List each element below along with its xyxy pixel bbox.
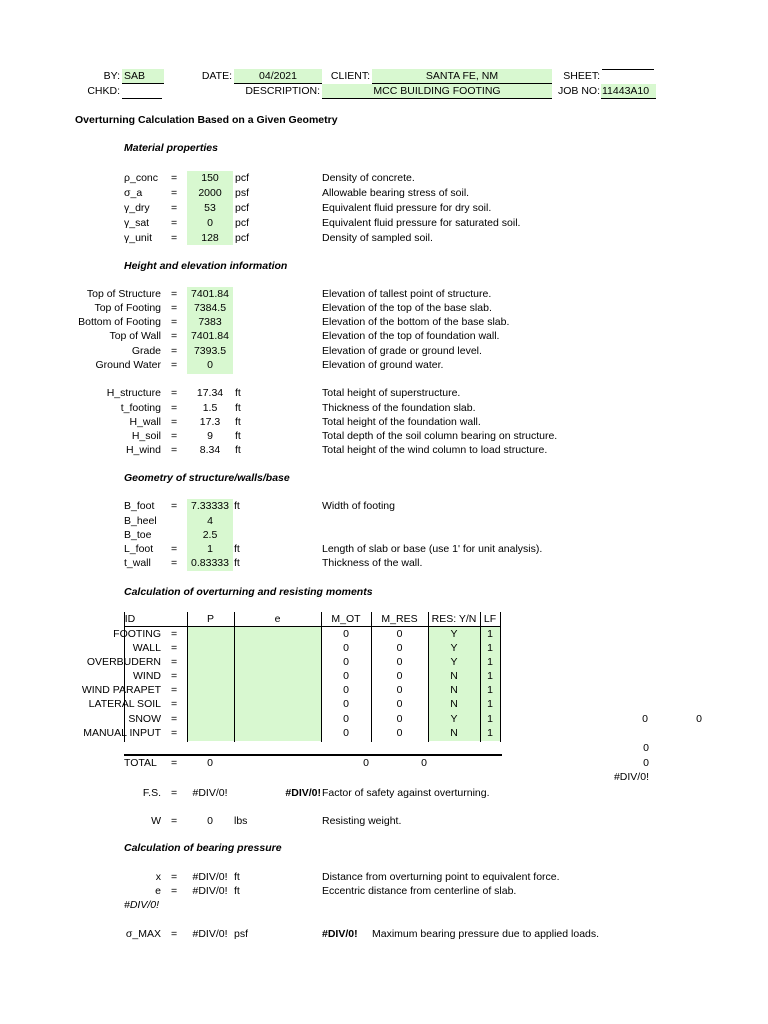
height-description: Total height of the foundation wall. bbox=[322, 416, 481, 428]
row-m-res: 0 bbox=[396, 684, 403, 696]
equals-sign: = bbox=[171, 500, 178, 512]
equals-sign: = bbox=[171, 557, 178, 569]
height-unit: ft bbox=[235, 416, 241, 428]
material-symbol: γ_sat bbox=[124, 217, 150, 229]
height-description: Total height of superstructure. bbox=[322, 387, 461, 399]
elevation-value[interactable]: 7384.5 bbox=[193, 302, 227, 314]
chkd-label: CHKD: bbox=[87, 85, 120, 97]
material-unit: pcf bbox=[235, 217, 250, 229]
geometry-description: Width of footing bbox=[322, 500, 395, 512]
elevation-description: Elevation of ground water. bbox=[322, 359, 444, 371]
equals-sign: = bbox=[171, 444, 178, 456]
material-description: Density of concrete. bbox=[322, 172, 415, 184]
bearing-description: Distance from overturning point to equivalent force. bbox=[322, 871, 560, 883]
page-title: Overturning Calculation Based on a Given Geometry bbox=[75, 114, 338, 126]
job-no-value[interactable]: 11443A10 bbox=[601, 84, 656, 99]
by-value[interactable]: SAB bbox=[122, 69, 164, 84]
fs-value: #DIV/0! bbox=[192, 787, 228, 799]
fs-description: Factor of safety against overturning. bbox=[322, 787, 490, 799]
equals-sign: = bbox=[171, 815, 178, 827]
row-id: MANUAL INPUT bbox=[83, 727, 161, 739]
row-lf[interactable]: 1 bbox=[487, 727, 493, 739]
geometry-symbol: B_foot bbox=[124, 500, 155, 512]
height-value: 9 bbox=[207, 430, 213, 442]
equals-sign: = bbox=[171, 430, 178, 442]
height-symbol: H_soil bbox=[131, 430, 161, 442]
bearing-symbol: e bbox=[155, 885, 161, 897]
material-unit: pcf bbox=[235, 202, 250, 214]
total-m-res: 0 bbox=[421, 757, 427, 769]
side-value: 0 bbox=[696, 713, 702, 725]
equals-sign: = bbox=[171, 330, 178, 342]
geometry-heading: Geometry of structure/walls/base bbox=[124, 472, 290, 484]
material-symbol: ρ_conc bbox=[124, 172, 158, 184]
side-value: 0 bbox=[643, 757, 649, 769]
elevation-description: Elevation of the top of the base slab. bbox=[322, 302, 492, 314]
row-m-ot: 0 bbox=[343, 727, 349, 739]
equals-sign: = bbox=[171, 656, 178, 668]
elevation-value[interactable]: 7383 bbox=[198, 316, 222, 328]
total-m-ot: 0 bbox=[363, 757, 369, 769]
equals-sign: = bbox=[171, 359, 178, 371]
material-unit: pcf bbox=[235, 232, 250, 244]
side-value: 0 bbox=[642, 713, 648, 725]
date-label: DATE: bbox=[201, 70, 232, 82]
material-unit: psf bbox=[235, 187, 250, 199]
row-lf[interactable]: 1 bbox=[487, 713, 493, 725]
material-value[interactable]: 150 bbox=[201, 172, 219, 184]
sigma-max-value: #DIV/0! bbox=[192, 928, 228, 940]
equals-sign: = bbox=[171, 232, 178, 244]
height-symbol: t_footing bbox=[120, 402, 161, 414]
total-label: TOTAL bbox=[124, 757, 157, 769]
height-value: 8.34 bbox=[199, 444, 221, 456]
elevation-heading: Height and elevation information bbox=[124, 260, 288, 272]
equals-sign: = bbox=[171, 684, 178, 696]
column-header-id: ID bbox=[124, 613, 136, 625]
row-id: LATERAL SOIL bbox=[88, 698, 161, 710]
description-label: DESCRIPTION: bbox=[245, 85, 320, 97]
equals-sign: = bbox=[171, 316, 178, 328]
material-description: Density of sampled soil. bbox=[322, 232, 433, 244]
equals-sign: = bbox=[171, 402, 178, 414]
equals-sign: = bbox=[171, 416, 178, 428]
elevation-value[interactable]: 7401.84 bbox=[191, 330, 229, 342]
row-m-ot: 0 bbox=[343, 642, 349, 654]
elevation-description: Elevation of grade or ground level. bbox=[322, 345, 482, 357]
geometry-unit: ft bbox=[234, 500, 240, 512]
w-label: W bbox=[151, 815, 161, 827]
material-unit: pcf bbox=[235, 172, 250, 184]
equals-sign: = bbox=[171, 928, 178, 940]
height-value: 1.5 bbox=[202, 402, 218, 414]
by-label: BY: bbox=[103, 70, 120, 82]
height-value: 17.3 bbox=[199, 416, 221, 428]
total-rule bbox=[124, 754, 502, 756]
column-header-res-yn: RES: Y/N bbox=[431, 613, 477, 625]
elevation-description: Elevation of tallest point of structure. bbox=[322, 288, 492, 300]
equals-sign: = bbox=[171, 670, 178, 682]
equals-sign: = bbox=[171, 757, 178, 769]
chkd-value[interactable] bbox=[122, 84, 162, 99]
row-m-res: 0 bbox=[396, 628, 403, 640]
row-m-res: 0 bbox=[396, 670, 403, 682]
height-value: 17.34 bbox=[196, 387, 224, 399]
bearing-unit: ft bbox=[234, 885, 240, 897]
elevation-description: Elevation of the bottom of the base slab. bbox=[322, 316, 510, 328]
row-lf[interactable]: 1 bbox=[487, 642, 493, 654]
equals-sign: = bbox=[171, 387, 178, 399]
material-value[interactable]: 128 bbox=[201, 232, 219, 244]
row-id: OVERBUDERN bbox=[86, 656, 161, 668]
column-header-m-res: M_RES bbox=[381, 613, 418, 625]
row-res-yn[interactable]: N bbox=[450, 727, 458, 739]
geometry-value[interactable]: 7.33333 bbox=[191, 500, 229, 512]
row-lf[interactable]: 1 bbox=[487, 698, 493, 710]
moments-heading: Calculation of overturning and resisting moments bbox=[124, 586, 373, 598]
height-description: Total depth of the soil column bearing on structure. bbox=[322, 430, 558, 442]
w-description: Resisting weight. bbox=[322, 815, 402, 827]
geometry-description: Thickness of the wall. bbox=[322, 557, 423, 569]
column-header-m-ot: M_OT bbox=[331, 613, 361, 625]
row-m-ot: 0 bbox=[343, 713, 349, 725]
equals-sign: = bbox=[171, 302, 178, 314]
w-unit: lbs bbox=[234, 815, 248, 827]
material-value[interactable]: 53 bbox=[204, 202, 216, 214]
row-res-yn[interactable]: N bbox=[450, 698, 458, 710]
column-header-p: P bbox=[206, 613, 214, 625]
total-p: 0 bbox=[207, 757, 213, 769]
geometry-description: Length of slab or base (use 1' for unit analysis). bbox=[322, 543, 543, 555]
table-divider bbox=[234, 612, 235, 742]
row-m-res: 0 bbox=[396, 642, 403, 654]
elevation-value[interactable]: 7401.84 bbox=[191, 288, 229, 300]
sigma-max-description: Maximum bearing pressure due to applied loads. bbox=[372, 928, 600, 940]
material-value[interactable]: 0 bbox=[207, 217, 213, 229]
bearing-value: #DIV/0! bbox=[192, 871, 228, 883]
row-res-yn[interactable]: N bbox=[450, 670, 458, 682]
geometry-value[interactable]: 0.83333 bbox=[191, 557, 229, 569]
material-symbol: γ_dry bbox=[124, 202, 150, 214]
equals-sign: = bbox=[171, 787, 178, 799]
row-lf[interactable]: 1 bbox=[487, 656, 493, 668]
geometry-symbol: B_heel bbox=[124, 515, 157, 527]
height-description: Total height of the wind column to load structure. bbox=[322, 444, 548, 456]
bearing-symbol: x bbox=[155, 871, 161, 883]
material-description: Equivalent fluid pressure for saturated soil. bbox=[322, 217, 521, 229]
row-m-ot: 0 bbox=[343, 628, 349, 640]
row-lf[interactable]: 1 bbox=[487, 628, 493, 640]
equals-sign: = bbox=[171, 885, 178, 897]
equals-sign: = bbox=[171, 172, 178, 184]
equals-sign: = bbox=[171, 345, 178, 357]
geometry-unit: ft bbox=[234, 557, 240, 569]
row-id: FOOTING bbox=[113, 628, 161, 640]
equals-sign: = bbox=[171, 698, 178, 710]
height-symbol: H_wall bbox=[129, 416, 161, 428]
material-value[interactable]: 2000 bbox=[198, 187, 222, 199]
row-res-yn[interactable]: N bbox=[450, 684, 458, 696]
row-m-ot: 0 bbox=[343, 656, 349, 668]
geometry-symbol: t_wall bbox=[124, 557, 151, 569]
equals-sign: = bbox=[171, 642, 178, 654]
job-no-label: JOB NO: bbox=[557, 85, 600, 97]
table-divider bbox=[187, 612, 188, 742]
fs-label: F.S. bbox=[142, 787, 161, 799]
sigma-max-unit: psf bbox=[234, 928, 249, 940]
equals-sign: = bbox=[171, 628, 178, 640]
client-label: CLIENT: bbox=[330, 70, 370, 82]
height-unit: ft bbox=[235, 430, 241, 442]
bearing-unit: ft bbox=[234, 871, 240, 883]
equals-sign: = bbox=[171, 713, 178, 725]
row-id: WIND PARAPET bbox=[81, 684, 161, 696]
equals-sign: = bbox=[171, 202, 178, 214]
equals-sign: = bbox=[171, 727, 178, 739]
sigma-max-symbol: σ_MAX bbox=[125, 928, 161, 940]
load-input-block bbox=[187, 627, 321, 741]
bearing-note: #DIV/0! bbox=[124, 899, 160, 911]
table-border-right bbox=[500, 612, 501, 742]
client-value[interactable]: SANTA FE, NM bbox=[372, 69, 552, 84]
elevation-label: Bottom of Footing bbox=[78, 316, 161, 328]
height-unit: ft bbox=[235, 444, 241, 456]
description-value[interactable]: MCC BUILDING FOOTING bbox=[322, 84, 552, 99]
elevation-label: Top of Wall bbox=[109, 330, 161, 342]
geometry-symbol: L_foot bbox=[124, 543, 154, 555]
equals-sign: = bbox=[171, 288, 178, 300]
sigma-max-flag: #DIV/0! bbox=[322, 928, 358, 940]
material-heading: Material properties bbox=[124, 142, 218, 154]
row-lf[interactable]: 1 bbox=[487, 670, 493, 682]
geometry-symbol: B_toe bbox=[124, 529, 152, 541]
column-header-lf: LF bbox=[483, 613, 497, 625]
material-description: Equivalent fluid pressure for dry soil. bbox=[322, 202, 492, 214]
material-symbol: σ_a bbox=[124, 187, 143, 199]
row-m-ot: 0 bbox=[343, 670, 349, 682]
equals-sign: = bbox=[171, 543, 178, 555]
equals-sign: = bbox=[171, 187, 178, 199]
bearing-value: #DIV/0! bbox=[192, 885, 228, 897]
elevation-label: Top of Structure bbox=[86, 288, 161, 300]
side-error: #DIV/0! bbox=[613, 771, 649, 783]
row-m-res: 0 bbox=[396, 727, 403, 739]
row-id: SNOW bbox=[128, 713, 161, 725]
geometry-value[interactable]: 2.5 bbox=[202, 529, 218, 541]
row-m-res: 0 bbox=[396, 698, 403, 710]
elevation-value[interactable]: 0 bbox=[207, 359, 213, 371]
row-res-yn[interactable]: Y bbox=[450, 713, 458, 725]
row-m-res: 0 bbox=[396, 713, 403, 725]
height-unit: ft bbox=[235, 387, 241, 399]
w-value: 0 bbox=[207, 815, 213, 827]
row-res-yn[interactable]: Y bbox=[450, 656, 458, 668]
elevation-description: Elevation of the top of foundation wall. bbox=[322, 330, 500, 342]
geometry-value[interactable]: 1 bbox=[207, 543, 213, 555]
row-res-yn[interactable]: Y bbox=[450, 642, 458, 654]
geometry-unit: ft bbox=[234, 543, 240, 555]
height-symbol: H_structure bbox=[106, 387, 161, 399]
row-id: WALL bbox=[132, 642, 161, 654]
elevation-label: Top of Footing bbox=[94, 302, 161, 314]
bearing-heading: Calculation of bearing pressure bbox=[124, 842, 282, 854]
row-m-ot: 0 bbox=[343, 698, 349, 710]
row-res-yn[interactable]: Y bbox=[450, 628, 458, 640]
sheet-value[interactable] bbox=[602, 69, 654, 70]
row-m-res: 0 bbox=[396, 656, 403, 668]
material-description: Allowable bearing stress of soil. bbox=[322, 187, 470, 199]
height-unit: ft bbox=[235, 402, 241, 414]
date-value[interactable]: 04/2021 bbox=[234, 69, 322, 84]
row-lf[interactable]: 1 bbox=[487, 684, 493, 696]
geometry-value[interactable]: 4 bbox=[207, 515, 213, 527]
height-description: Thickness of the foundation slab. bbox=[322, 402, 476, 414]
column-header-e: e bbox=[274, 613, 281, 625]
sheet-label: SHEET: bbox=[563, 70, 600, 82]
height-symbol: H_wind bbox=[125, 444, 161, 456]
equals-sign: = bbox=[171, 871, 178, 883]
row-id: WIND bbox=[133, 670, 161, 682]
fs-flag: #DIV/0! bbox=[285, 787, 321, 799]
side-value: 0 bbox=[643, 742, 649, 754]
bearing-description: Eccentric distance from centerline of slab. bbox=[322, 885, 517, 897]
row-m-ot: 0 bbox=[343, 684, 349, 696]
elevation-label: Grade bbox=[131, 345, 161, 357]
elevation-label: Ground Water bbox=[95, 359, 161, 371]
elevation-value[interactable]: 7393.5 bbox=[193, 345, 227, 357]
equals-sign: = bbox=[171, 217, 178, 229]
material-symbol: γ_unit bbox=[124, 232, 153, 244]
